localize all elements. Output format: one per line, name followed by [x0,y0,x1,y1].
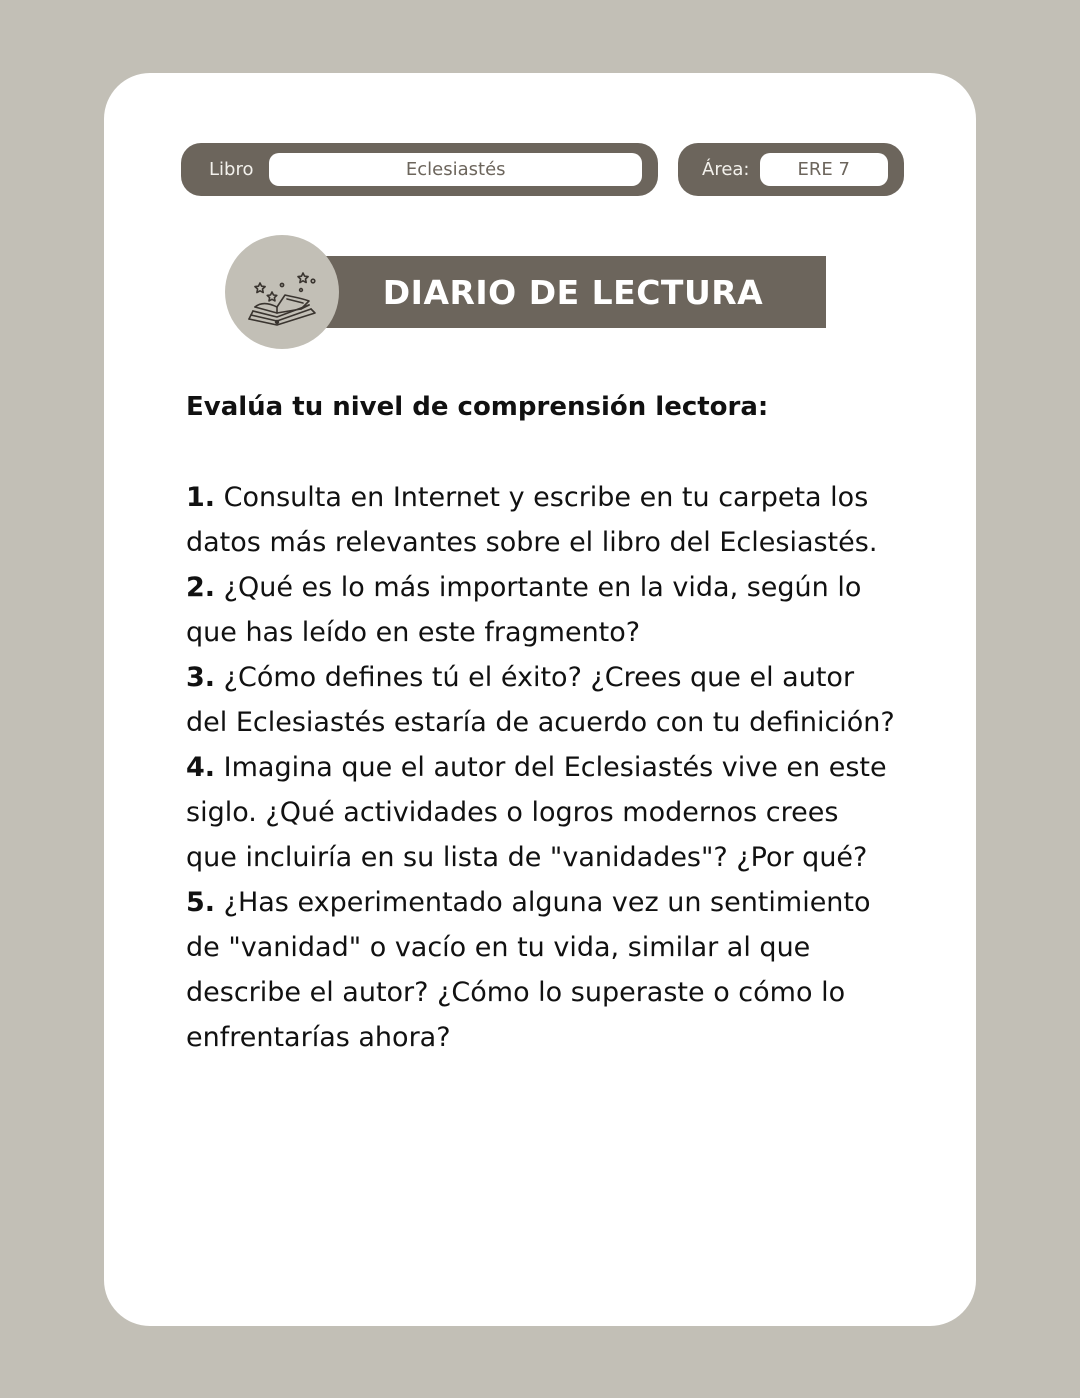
area-label: Área: [702,159,750,180]
question-number: 3. [186,662,216,693]
question-text: Consulta en Internet y escribe en tu carpeta los datos más relevantes sobre el libro del Eclesiastés. [186,482,878,558]
question-item [186,565,896,655]
book-field-group [181,143,658,196]
book-label: Libro [209,159,254,180]
page-title: DIARIO DE LECTURA [382,272,764,312]
open-book-with-stars-icon [237,247,327,337]
question-item [186,475,896,565]
question-item [186,745,896,880]
question-text: Imagina que el autor del Eclesiastés vive en este siglo. ¿Qué actividades o logros modernos crees que incluiría en su lista de "vanidades"? ¿Por qué? [186,752,887,873]
area-field[interactable]: ERE 7 [760,153,889,186]
title-banner [300,256,826,328]
question-number: 1. [186,482,216,513]
question-number: 5. [186,887,216,918]
question-number: 2. [186,572,216,603]
question-item [186,655,896,745]
question-text: ¿Qué es lo más importante en la vida, según lo que has leído en este fragmento? [186,572,862,648]
question-number: 4. [186,752,216,783]
worksheet-content [186,385,896,1060]
area-field-group [678,143,904,196]
icon-badge [225,235,339,349]
section-heading: Evalúa tu nivel de comprensión lectora: [186,392,769,422]
question-text: ¿Has experimentado alguna vez un sentimiento de "vanidad" o vacío en tu vida, similar al que describe el autor? ¿Cómo lo superaste o cómo lo enfrentarías ahora? [186,887,871,1053]
book-field[interactable]: Eclesiastés [269,153,642,186]
question-text: ¿Cómo defines tú el éxito? ¿Crees que el autor del Eclesiastés estaría de acuerdo con tu definición? [186,662,895,738]
question-item [186,880,896,1060]
